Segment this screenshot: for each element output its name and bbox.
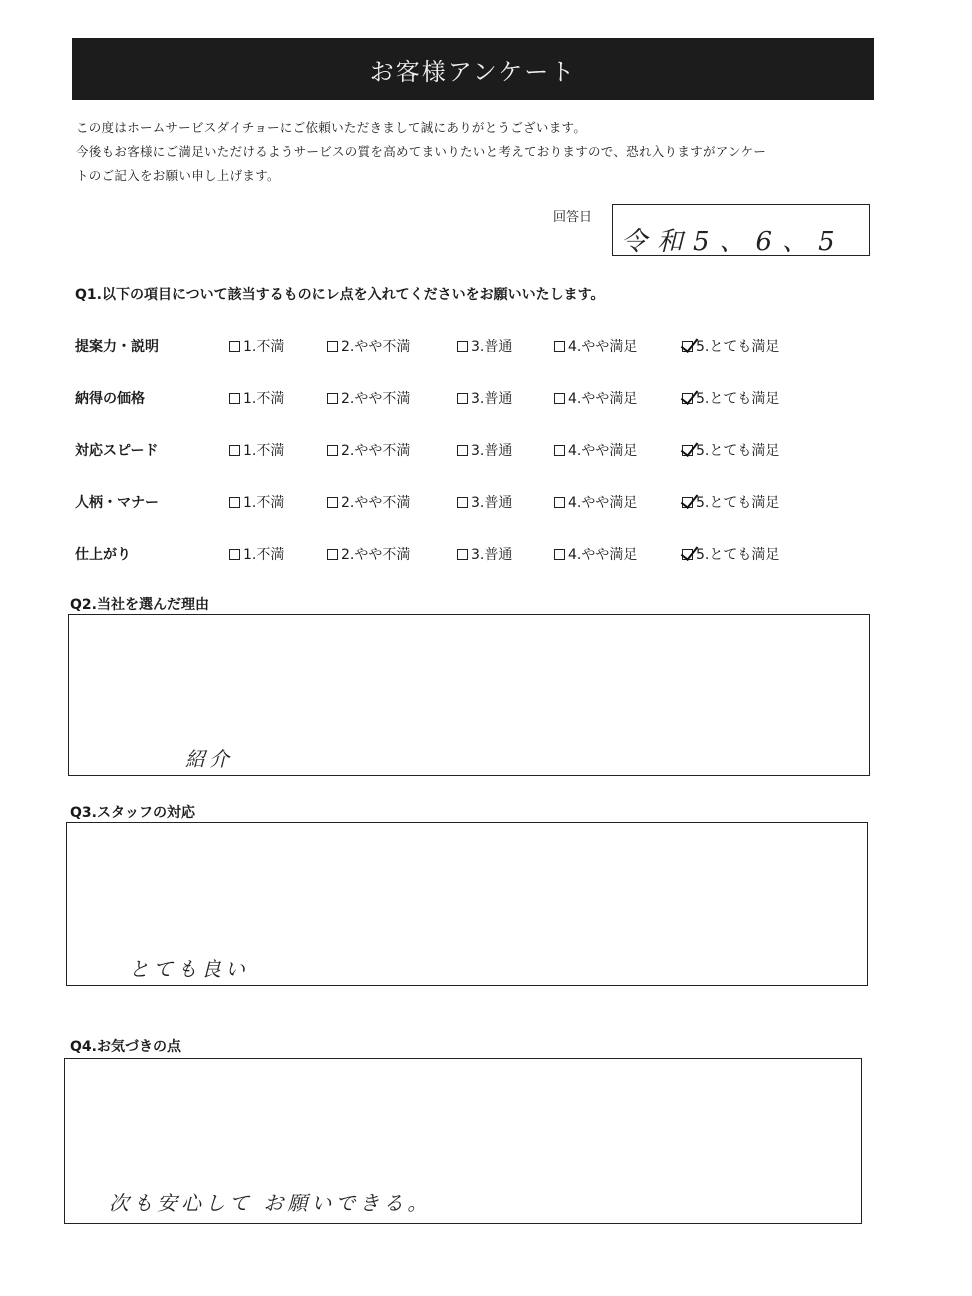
- rating-checkbox[interactable]: [229, 549, 240, 560]
- rating-option[interactable]: [229, 492, 284, 512]
- rating-option[interactable]: [457, 388, 512, 408]
- q2-title: Q2.当社を選んだ理由: [70, 597, 209, 613]
- q3-answer-box[interactable]: [66, 822, 868, 986]
- rating-option-label: 3.普通: [471, 391, 513, 407]
- rating-checkbox[interactable]: [554, 445, 565, 456]
- rating-option-label: 4.やや満足: [568, 339, 638, 355]
- rating-checkbox[interactable]: [327, 341, 338, 352]
- rating-option[interactable]: [554, 544, 637, 564]
- rating-row-label: 対応スピード: [75, 443, 159, 459]
- rating-option[interactable]: [229, 544, 284, 564]
- rating-option[interactable]: [554, 440, 637, 460]
- rating-checkbox[interactable]: [457, 393, 468, 404]
- q4-title: Q4.お気づきの点: [70, 1039, 181, 1055]
- rating-option[interactable]: [327, 544, 410, 564]
- rating-option-label: 3.普通: [471, 495, 513, 511]
- rating-option-label: 2.やや不満: [341, 547, 411, 563]
- answer-date-field[interactable]: [612, 204, 870, 256]
- rating-option[interactable]: [457, 336, 512, 356]
- rating-row: [0, 540, 972, 570]
- q3-answer: とても良い: [129, 957, 249, 981]
- rating-row-label: 納得の価格: [75, 391, 145, 407]
- rating-option-label: 3.普通: [471, 443, 513, 459]
- rating-option-label: 4.やや満足: [568, 547, 638, 563]
- rating-checkbox[interactable]: [554, 549, 565, 560]
- rating-option[interactable]: [682, 492, 779, 512]
- rating-option[interactable]: [327, 492, 410, 512]
- rating-option[interactable]: [682, 388, 779, 408]
- q2-answer: 紹介: [185, 747, 233, 771]
- rating-option[interactable]: [682, 440, 779, 460]
- q4-answer: 次も安心して お願いできる。: [109, 1191, 432, 1215]
- rating-option-label: 1.不満: [243, 495, 285, 511]
- rating-checkbox[interactable]: [682, 549, 693, 560]
- q4-answer-box[interactable]: [64, 1058, 862, 1224]
- rating-checkbox[interactable]: [327, 497, 338, 508]
- rating-checkbox[interactable]: [554, 393, 565, 404]
- rating-option-label: 2.やや不満: [341, 443, 411, 459]
- rating-checkbox[interactable]: [554, 497, 565, 508]
- rating-checkbox[interactable]: [682, 393, 693, 404]
- rating-row: [0, 436, 972, 466]
- rating-row: [0, 384, 972, 414]
- rating-option[interactable]: [554, 492, 637, 512]
- rating-option-label: 2.やや不満: [341, 391, 411, 407]
- rating-checkbox[interactable]: [457, 341, 468, 352]
- rating-option-label: 5.とても満足: [696, 391, 780, 407]
- rating-option[interactable]: [457, 440, 512, 460]
- rating-option[interactable]: [229, 336, 284, 356]
- intro-line-3: トのご記入をお願い申し上げます。: [76, 168, 280, 183]
- rating-checkbox[interactable]: [229, 393, 240, 404]
- rating-option-label: 2.やや不満: [341, 339, 411, 355]
- rating-row: [0, 332, 972, 362]
- answer-date-value: 令和5、6、5: [621, 227, 845, 257]
- rating-option-label: 3.普通: [471, 547, 513, 563]
- rating-option-label: 5.とても満足: [696, 339, 780, 355]
- q1-title: Q1.以下の項目について該当するものにレ点を入れてくださいをお願いいたします。: [75, 287, 605, 303]
- rating-option[interactable]: [229, 388, 284, 408]
- rating-option[interactable]: [229, 440, 284, 460]
- rating-checkbox[interactable]: [457, 549, 468, 560]
- rating-option[interactable]: [457, 492, 512, 512]
- q3-title: Q3.スタッフの対応: [70, 805, 195, 821]
- rating-checkbox[interactable]: [327, 549, 338, 560]
- rating-option[interactable]: [554, 388, 637, 408]
- rating-option-label: 4.やや満足: [568, 443, 638, 459]
- rating-checkbox[interactable]: [682, 445, 693, 456]
- survey-title: お客様アンケート: [72, 38, 874, 100]
- rating-option-label: 4.やや満足: [568, 391, 638, 407]
- rating-checkbox[interactable]: [229, 497, 240, 508]
- rating-checkbox[interactable]: [327, 445, 338, 456]
- rating-option[interactable]: [682, 336, 779, 356]
- intro-text: [76, 116, 876, 188]
- rating-option-label: 1.不満: [243, 547, 285, 563]
- rating-checkbox[interactable]: [682, 497, 693, 508]
- rating-option[interactable]: [327, 440, 410, 460]
- rating-option-label: 4.やや満足: [568, 495, 638, 511]
- rating-option-label: 5.とても満足: [696, 443, 780, 459]
- rating-option[interactable]: [327, 388, 410, 408]
- rating-option-label: 1.不満: [243, 391, 285, 407]
- rating-option-label: 1.不満: [243, 339, 285, 355]
- rating-checkbox[interactable]: [229, 341, 240, 352]
- rating-option-label: 5.とても満足: [696, 547, 780, 563]
- rating-row-label: 提案力・説明: [75, 339, 159, 355]
- q2-answer-box[interactable]: [68, 614, 870, 776]
- intro-line-1: この度はホームサービスダイチョーにご依頼いただきまして誠にありがとうございます。: [76, 120, 587, 135]
- rating-option-label: 3.普通: [471, 339, 513, 355]
- rating-row: [0, 488, 972, 518]
- rating-option[interactable]: [554, 336, 637, 356]
- rating-checkbox[interactable]: [682, 341, 693, 352]
- rating-option-label: 5.とても満足: [696, 495, 780, 511]
- rating-checkbox[interactable]: [327, 393, 338, 404]
- rating-checkbox[interactable]: [457, 497, 468, 508]
- rating-option-label: 1.不満: [243, 443, 285, 459]
- rating-checkbox[interactable]: [554, 341, 565, 352]
- rating-checkbox[interactable]: [457, 445, 468, 456]
- rating-row-label: 仕上がり: [75, 547, 131, 563]
- intro-line-2: 今後もお客様にご満足いただけるようサービスの質を高めてまいりたいと考えておりますので、恐れ入りますがアンケー: [76, 144, 767, 159]
- rating-checkbox[interactable]: [229, 445, 240, 456]
- rating-option-label: 2.やや不満: [341, 495, 411, 511]
- rating-option[interactable]: [457, 544, 512, 564]
- rating-option[interactable]: [682, 544, 779, 564]
- answer-date-label: 回答日: [553, 210, 593, 225]
- rating-row-label: 人柄・マナー: [75, 495, 159, 511]
- rating-option[interactable]: [327, 336, 410, 356]
